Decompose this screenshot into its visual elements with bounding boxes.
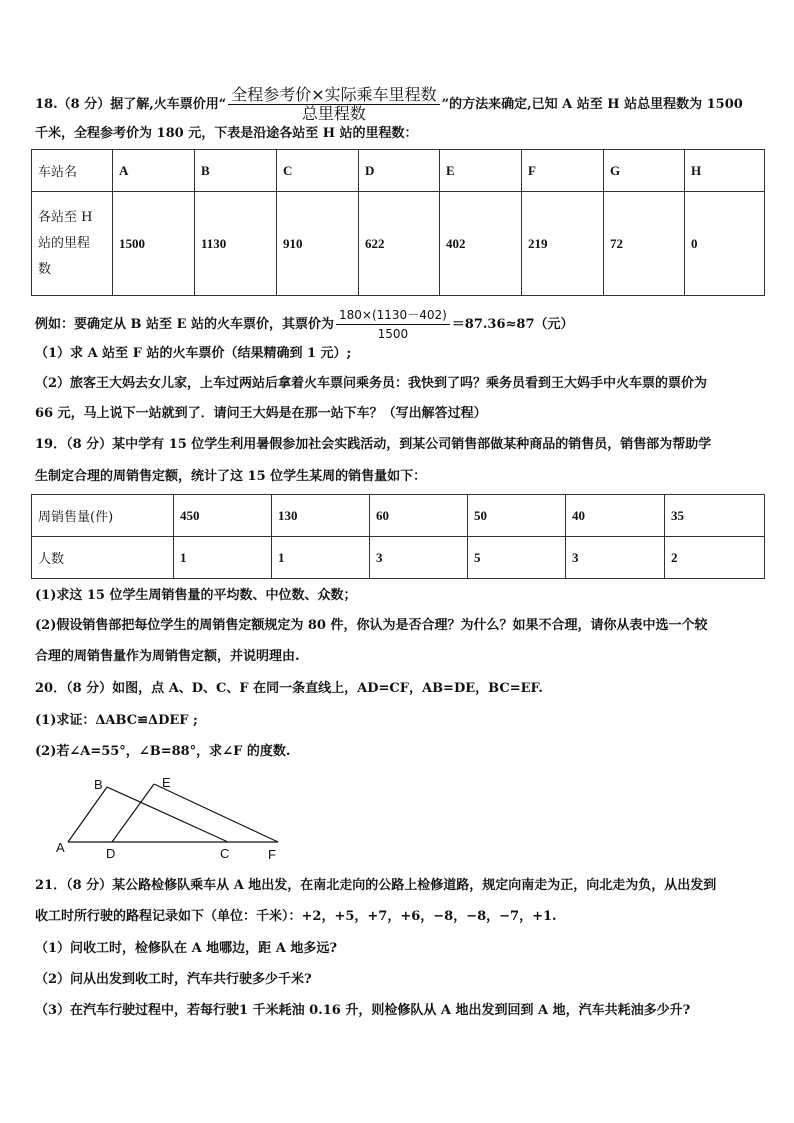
q21-part3: （3）在汽车行驶过程中，若每行驶1 千米耗油 0.16 升，则检修队从 A 地出发到回到 A 地，汽车共耗油多少升? [35,1003,691,1018]
count-cell: 3 [370,537,468,579]
q18-station-row [32,150,765,192]
q18-distance-header [32,192,113,296]
q19-part1: (1)求这 15 位学生周销售量的平均数、中位数、众数； [35,588,357,603]
station-cell: H [685,150,765,192]
label-D: D [106,846,116,861]
sales-cell: 50 [468,495,566,537]
distance-cell: 910 [277,192,359,296]
sales-cell: 60 [370,495,468,537]
q21-line1: 21．（8 分）某公路检修队乘车从 A 地出发，在南北走向的公路上检修道路，规定向南走为正，向北走为负，从出发到 [35,878,717,893]
distance-cell: 72 [604,192,685,296]
station-cell: E [440,150,522,192]
q18-line1 [35,86,743,123]
sales-cell: 35 [665,495,765,537]
q19-line1: 19．（8 分）某中学有 15 位学生利用暑假参加社会实践活动，到某公司销售部做某种商品的销售员，销售部为帮助学 [35,437,712,452]
count-cell: 1 [174,537,272,579]
q18-example-numerator: 180×(1130－402) [336,306,450,325]
q19-count-row [32,537,765,579]
q18-line1-before: 18.（8 分）据了解,火车票价用“ [35,97,227,112]
q18-example [35,306,574,343]
q18-distance-row [32,192,765,296]
distance-cell: 0 [685,192,765,296]
station-cell: B [195,150,277,192]
label-E: E [162,775,171,790]
q18-part1: （1）求 A 站至 F 站的火车票价（结果精确到 1 元）; [35,346,352,361]
count-cell: 1 [272,537,370,579]
label-A: A [56,840,65,855]
q18-line2: 千米，全程参考价为 180 元，下表是沿途各站至 H 站的里程数： [35,126,418,141]
distance-cell: 402 [440,192,522,296]
q19-part2-line1: (2)假设销售部把每位学生的周销售定额规定为 80 件，你认为是否合理？为什么？如果不合理，请你从表中选一个较 [35,618,708,633]
q18-part2-line2: 66 元，马上说下一站就到了．请问王大妈是在那一站下车？（写出解答过程） [35,406,487,421]
q18-example-denominator: 1500 [377,327,409,341]
row-label-part: 数 [38,261,52,277]
q18-part2-line1: （2）旅客王大妈去女儿家，上车过两站后拿着火车票问乘务员：我快到了吗？乘务员看到王大妈手中火车票的票价为 [35,376,708,391]
sales-cell: 130 [272,495,370,537]
q19-line2: 生制定合理的周销售定额，统计了这 15 位学生某周的销售量如下： [35,469,427,484]
distance-cell: 622 [359,192,440,296]
sales-cell: 450 [174,495,272,537]
q21-part2: （2）问从出发到收工时，汽车共行驶多少千米? [35,972,312,987]
q18-example-after: ＝87.36≈87（元） [451,317,574,332]
q18-distance-table [31,149,765,296]
station-cell: A [113,150,195,192]
station-cell: D [359,150,440,192]
q18-example-before: 例如：要确定从 B 站至 E 站的火车票价，其票价为 [35,317,335,332]
q19-sales-header: 周销售量(件) [32,495,174,537]
q21-part1: （1）问收工时，检修队在 A 地哪边，距 A 地多远? [35,941,337,956]
station-cell: C [277,150,359,192]
q19-part2-line2: 合理的周销售量作为周销售定额，并说明理由. [35,649,300,664]
count-cell: 3 [566,537,665,579]
q19-sales-table [31,494,765,579]
count-cell: 2 [665,537,765,579]
q18-station-header: 车站名 [32,150,113,192]
q20-part1: (1)求证：ΔABC≌ΔDEF ; [35,713,198,728]
q20-line1: 20．（8 分）如图，点 A、D、C、F 在同一条直线上，AD=CF，AB=DE，BC=EF. [35,681,543,696]
q19-count-header: 人数 [32,537,174,579]
label-B: B [94,777,103,792]
row-label-part: 站的里程 [38,235,91,251]
q18-fare-formula [228,86,439,123]
label-C: C [220,846,230,861]
distance-cell: 1130 [195,192,277,296]
sales-cell: 40 [566,495,665,537]
q20-triangle-figure [50,770,310,865]
q18-formula-numerator: 全程参考价×实际乘车里程数 [228,86,439,105]
distance-cell: 1500 [113,192,195,296]
count-cell: 5 [468,537,566,579]
row-label-part: 各站至 H [38,209,93,225]
distance-cell: 219 [522,192,604,296]
q20-part2: (2)若∠A=55°，∠B=88°，求∠F 的度数. [35,744,291,759]
q18-example-fraction [336,306,450,343]
station-cell: G [604,150,685,192]
label-F: F [268,847,276,862]
station-cell: F [522,150,604,192]
q19-sales-row [32,495,765,537]
q21-line2: 收工时所行驶的路程记录如下（单位：千米）：+2，+5，+7，+6，−8，−8，−7，+1. [35,909,557,924]
q18-formula-denominator: 总里程数 [301,104,366,123]
q18-line1-after: ”的方法来确定,已知 A 站至 H 站总里程数为 1500 [441,97,743,112]
